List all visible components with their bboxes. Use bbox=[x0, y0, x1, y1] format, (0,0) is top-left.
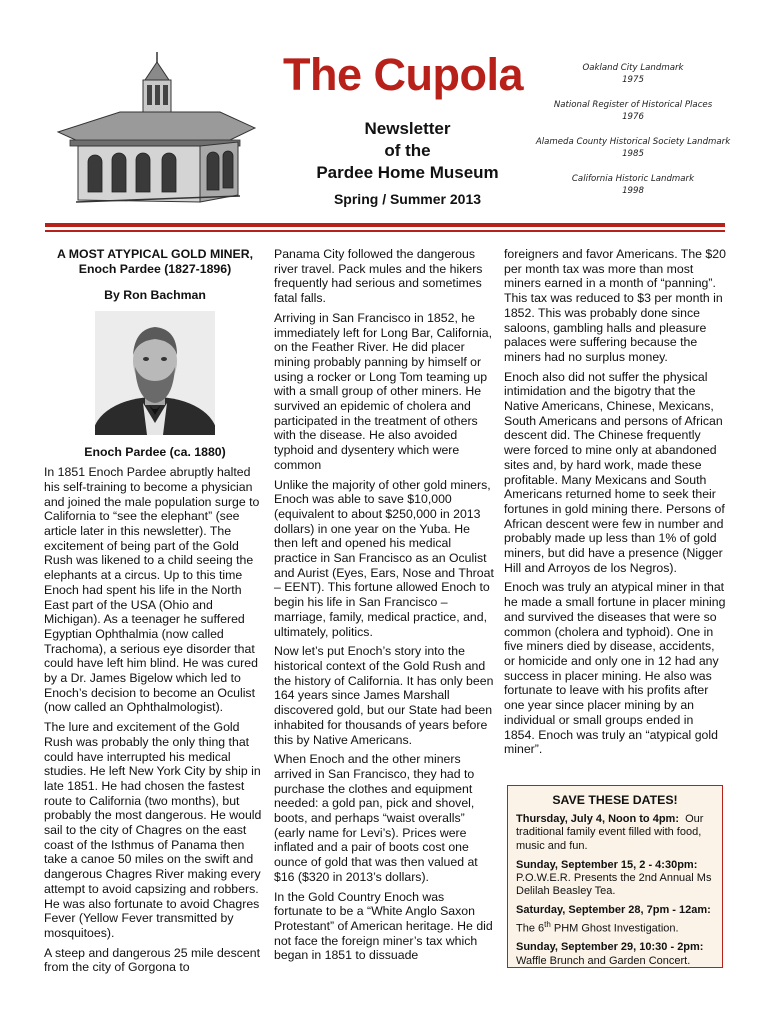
article-headline: A MOST ATYPICAL GOLD MINER, bbox=[56, 247, 254, 261]
landmark-name: Alameda County Historical Society Landmark bbox=[535, 137, 731, 147]
landmark-year: 1976 bbox=[622, 112, 644, 122]
article-paragraph: Now let’s put Enoch’s story into the historical context of the Gold Rush and the history of California. It has only been 164 years since James Marshall discovered gold, but our State had been inhabited for thousands of years before this by Native Americans. bbox=[274, 644, 494, 747]
article-paragraph: Arriving in San Francisco in 1852, he immediately left for Long Bar, California, on the Feather River. He did placer mining probably panning by himself or using a rocker or Long Tom teaming up with a small group of other miners. He survived an epidemic of cholera and participated in the treatment of others with the disease. He also avoided typhoid and dysentery which were common bbox=[274, 310, 493, 472]
landmark-year: 1975 bbox=[622, 75, 644, 85]
masthead-divider-thin bbox=[45, 230, 725, 232]
save-dates-box bbox=[507, 785, 723, 968]
event-when: Thursday, July 4, Noon to 4pm: bbox=[516, 813, 679, 826]
article-paragraph: In 1851 Enoch Pardee abruptly halted his self-training to become a physician and joined the male population surge to California to “see the elephant” (see article later in this newsletter). The excitement of being part of the Gold Rush was likened to a child seeing the elephants at a circus. Up to this time Enoch had spent his life in the North East part of the USA (Ohio and Michigan). As a teenager he suffered Egyptian Ophthalmia (now called Trachoma), a serious eye disorder that could have left him blind. He was cured by a Dr. James Bigelow which led to Enoch’s decision to become an Oculist (now called an Ophthalmologist). bbox=[44, 465, 260, 715]
landmark-year: 1998 bbox=[622, 186, 644, 196]
landmark-name: California Historic Landmark bbox=[571, 174, 695, 184]
landmark-item bbox=[533, 99, 733, 123]
article-column-3 bbox=[504, 247, 726, 762]
pardee-home-illustration bbox=[50, 50, 260, 210]
landmark-list bbox=[533, 62, 733, 210]
article-paragraph: In the Gold Country Enoch was fortunate to be a “White Anglo Saxon Protestant” of American heritage. He did not face the foreign miner’s tax which began in 1851 to dissuade bbox=[274, 889, 493, 963]
landmark-name: Oakland City Landmark bbox=[582, 63, 684, 73]
event-description: Our traditional family event filled with food, music and fun. bbox=[516, 813, 704, 852]
event-when: Saturday, September 28, 7pm - 12am: bbox=[516, 904, 711, 917]
landmark-item bbox=[533, 62, 733, 86]
subtitle-line: Newsletter bbox=[364, 119, 451, 138]
save-dates-heading: SAVE THESE DATES! bbox=[552, 793, 678, 807]
landmark-item bbox=[533, 173, 733, 197]
article-paragraph: A steep and dangerous 25 mile descent from the city of Gorgona to bbox=[44, 945, 261, 975]
article-column-2 bbox=[274, 247, 496, 968]
article-byline: By Ron Bachman bbox=[104, 288, 206, 302]
event-when: Sunday, September 15, 2 - 4:30pm: bbox=[516, 858, 698, 871]
enoch-pardee-portrait bbox=[95, 311, 215, 435]
newsletter-subtitle bbox=[300, 118, 515, 184]
event-item bbox=[516, 941, 714, 967]
article-subhead: Enoch Pardee (1827-1896) bbox=[78, 261, 232, 276]
article-paragraph: Enoch was truly an atypical miner in that he made a small fortune in placer mining and survived the diseases that were so common (cholera and typhoid). One in five miners died by disease, accidents, or homicide and only one in 12 had any success in placer mining. He also was fortunate to leave with his profits after one year since placer mining by an individual or small groups ended in 1854. Enoch was truly an “atypical gold miner”. bbox=[504, 580, 726, 757]
event-description: P.O.W.E.R. Presents the 2nd Annual Ms Delilah Beasley Tea. bbox=[516, 872, 712, 898]
issue-season: Spring / Summer 2013 bbox=[333, 191, 482, 207]
landmark-name: National Register of Historical Places bbox=[553, 100, 713, 110]
event-when: Sunday, September 29, 10:30 - 2pm: bbox=[516, 941, 704, 954]
event-description: The 6th PHM Ghost Investigation. bbox=[516, 919, 679, 935]
article-paragraph: Panama City followed the dangerous river travel. Pack mules and the hikers frequently had serious and sometimes fatal falls. bbox=[274, 247, 483, 306]
article-paragraph: When Enoch and the other miners arrived in San Francisco, they had to purchase the clothes and equipment needed: a gold pan, pick and shovel, boots, and perhaps “waist overalls” (early name for Levi’s). Prices were inflated and a pair of boots cost one ounce of gold that was then valued at $16 ($320 in 2013’s dollars). bbox=[274, 752, 478, 884]
landmark-item bbox=[533, 136, 733, 160]
newsletter-title: The Cupola bbox=[283, 49, 523, 100]
subtitle-line: of the bbox=[384, 141, 431, 160]
article-paragraph: Enoch also did not suffer the physical intimidation and the bigotry that the Native Americans, Chinese, Mexicans, South Americans and persons of African descent did. The Chinese frequently were forced to mine only at abandoned sites and, by hard work, made these profitable. Many Mexicans and South Americans returned home to seek their fortunes in gold mining there. Persons of African descent were few in number and probably made up less than 1% of gold miners, but did have a presence (Nigger Hill and Arroyos de los Negros). bbox=[504, 369, 725, 575]
article-column-1 bbox=[44, 247, 266, 980]
landmark-year: 1985 bbox=[622, 149, 644, 159]
photo-caption: Enoch Pardee (ca. 1880) bbox=[84, 444, 226, 459]
event-item bbox=[516, 904, 714, 935]
subtitle-line: Pardee Home Museum bbox=[316, 163, 499, 182]
article-paragraph: Unlike the majority of other gold miners, Enoch was able to save $10,000 (equivalent to about $250,000 in 2013 dollars) in one year on the Yuba. He then left and opened his medical practice in San Francisco as an Oculist and Aurist (Eyes, Ears, Nose and Throat – EENT). This fortune allowed Enoch to begin his life in San Francisco – marriage, family, medical practice, and, ultimately, politics. bbox=[274, 477, 494, 639]
event-description: Waffle Brunch and Garden Concert. bbox=[516, 954, 691, 967]
article-paragraph: The lure and excitement of the Gold Rush was probably the only thing that could have interrupted his medical studies. He left New York City by ship in late 1851. He had chosen the fastest route to California (two months), but probably the most dangerous. He would sail to the city of Chagres on the east coast of the Isthmus of Panama then take a canoe 50 miles on the swift and dangerous Chagres River making every attempt to avoid capsizing and robbers. He was also fortunate to avoid Chagres Fever (Yellow Fever transmitted by mosquitoes). bbox=[44, 720, 262, 940]
event-item bbox=[516, 813, 714, 853]
event-item bbox=[516, 859, 714, 899]
masthead-divider-thick bbox=[45, 223, 725, 227]
article-paragraph: foreigners and favor Americans. The $20 per month tax was more than most miners earned in a month of “panning”. This tax was reduced to $3 per month in 1852. This was probably done since saloons, gambling halls and pleasure palaces were suffering because the miners had no surplus money. bbox=[504, 247, 726, 364]
